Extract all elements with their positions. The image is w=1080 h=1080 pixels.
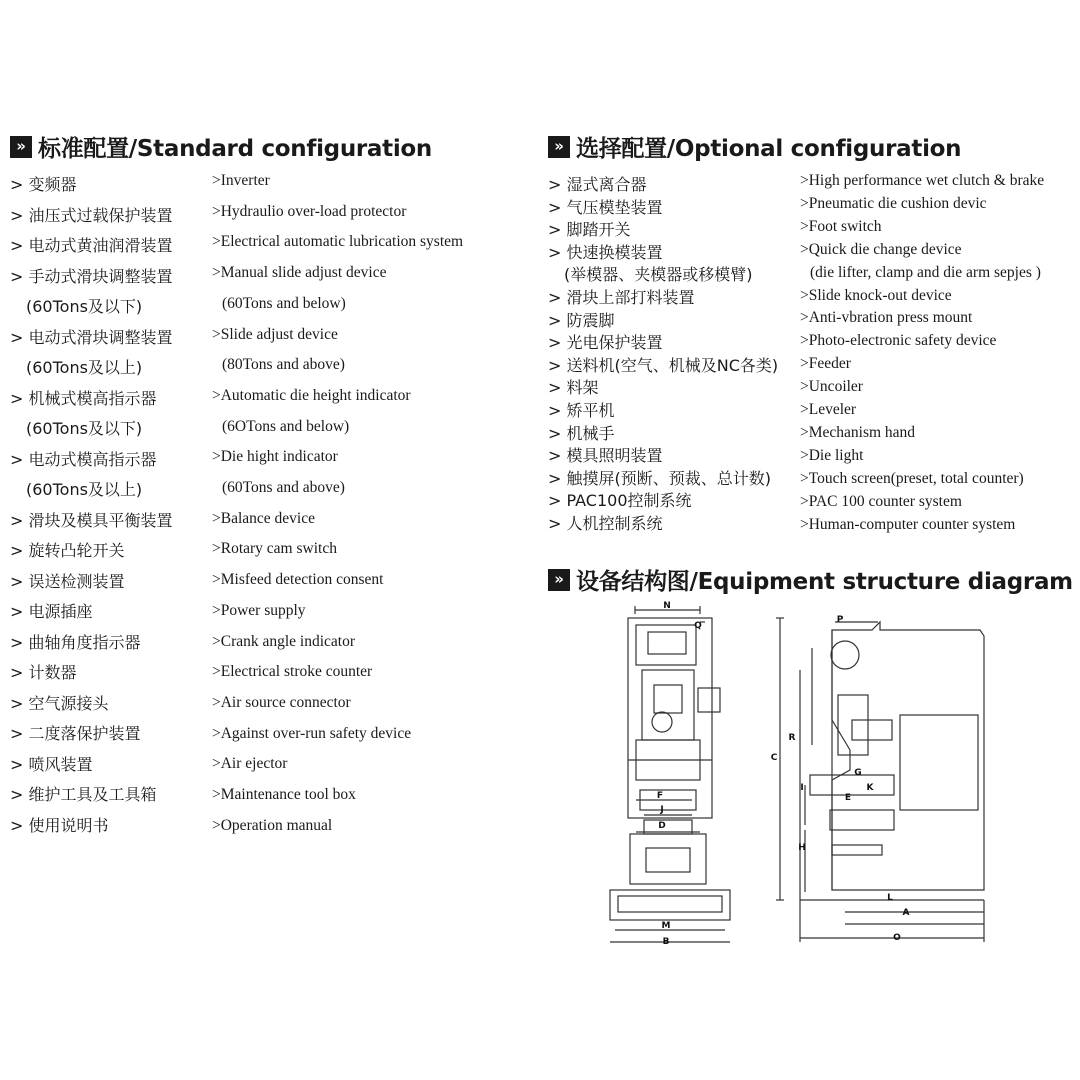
config-item: > 滑块及模具平衡装置 — [10, 510, 173, 530]
config-item: >Against over-run safety device — [212, 724, 412, 742]
config-item: >Misfeed detection consent — [212, 571, 384, 589]
config-item: (60Tons及以上) — [26, 358, 143, 377]
config-item: > 曲轴角度指示器 — [10, 632, 141, 652]
config-item: > 防震脚 — [548, 310, 615, 330]
config-item: (60Tons and below) — [222, 294, 346, 312]
config-item: > 电源插座 — [10, 602, 93, 621]
config-item: > 气压模垫装置 — [548, 197, 663, 217]
dimension-label: H — [798, 843, 806, 853]
standard-config-title: 标准配置/Standard configuration — [38, 136, 433, 162]
dimension-label: L — [887, 893, 893, 903]
config-item: > 空气源接头 — [10, 693, 109, 713]
config-item: >Uncoiler — [800, 378, 863, 396]
config-item: >Rotary cam switch — [212, 540, 337, 558]
config-item: > 电动式滑块调整装置 — [10, 327, 173, 347]
dimension-label: A — [902, 908, 910, 918]
config-item: > 脚踏开关 — [548, 220, 631, 240]
config-item: >Crank angle indicator — [212, 632, 356, 650]
dimension-label: B — [662, 937, 670, 947]
dimension-label: M — [661, 921, 671, 931]
config-item: > 矫平机 — [548, 401, 615, 420]
config-item: >Die light — [800, 446, 864, 464]
front-view-drawing — [610, 606, 730, 942]
config-item: (举模器、夹模器或移模臂) — [564, 265, 753, 285]
config-item: >Slide knock-out device — [800, 286, 952, 304]
config-item: (60Tons and above) — [222, 479, 345, 496]
diagram-heading — [548, 563, 1073, 596]
config-item: >Maintenance tool box — [212, 786, 356, 803]
config-item: > 电动式黄油润滑装置 — [10, 236, 173, 255]
config-item: > 变频器 — [10, 175, 77, 194]
config-item: >Power supply — [212, 601, 306, 619]
diagram-title: 设备结构图/Equipment structure diagram — [576, 569, 1073, 595]
double-chevron-right-icon: » — [548, 569, 570, 591]
dimension-label: F — [656, 791, 664, 801]
config-item: >Slide adjust device — [212, 325, 338, 343]
dimension-label: I — [800, 783, 804, 793]
optional-config-title: 选择配置/Optional configuration — [576, 136, 962, 162]
config-item: > 维护工具及工具箱 — [10, 785, 157, 804]
config-item: >Inverter — [212, 172, 270, 189]
config-item: > 使用说明书 — [10, 815, 109, 835]
config-item: > 机械手 — [548, 423, 615, 443]
side-view-drawing — [776, 618, 984, 942]
config-item: > 油压式过载保护装置 — [10, 205, 173, 225]
config-item: >Electrical automatic lubrication system — [212, 233, 464, 251]
config-item: >Foot switch — [800, 217, 882, 235]
config-item: > 光电保护装置 — [548, 333, 663, 353]
dimension-label: R — [788, 733, 796, 743]
double-chevron-right-icon: » — [10, 136, 32, 158]
config-item: (60Tons及以下) — [26, 419, 143, 438]
config-item: >Air source connector — [212, 693, 351, 711]
config-item: > 模具照明装置 — [548, 446, 663, 466]
config-item: >Human-computer counter system — [800, 515, 1016, 533]
dimension-label: N — [663, 601, 671, 611]
config-item: >Anti-vbration press mount — [800, 309, 973, 327]
config-item: > 触摸屏(预断、预裁、总计数) — [548, 468, 771, 488]
config-item: > 旋转凸轮开关 — [10, 541, 125, 560]
config-item: >Electrical stroke counter — [212, 663, 373, 681]
config-item: (die lifter, clamp and die arm sepjes ) — [810, 263, 1041, 281]
config-item: >Operation manual — [212, 816, 333, 834]
config-item: >Mechanism hand — [800, 423, 916, 441]
config-item: > 料架 — [548, 378, 599, 398]
config-item: >Feeder — [800, 355, 851, 373]
config-item: > 机械式模高指示器 — [10, 388, 157, 408]
config-item: >Touch screen(preset, total counter) — [800, 469, 1024, 487]
config-item: > 误送检测装置 — [10, 571, 125, 591]
config-item: > 滑块上部打料装置 — [548, 288, 695, 307]
equipment-structure-diagram — [600, 600, 1000, 960]
dimension-label: P — [836, 615, 844, 625]
config-item: >PAC 100 counter system — [800, 492, 962, 510]
config-item: > 手动式滑块调整装置 — [10, 266, 173, 286]
config-item: > 电动式模高指示器 — [10, 449, 157, 469]
config-item: >Air ejector — [212, 755, 288, 773]
config-item: > 二度落保护装置 — [10, 724, 141, 743]
config-item: >Die hight indicator — [212, 448, 338, 466]
dimension-label: J — [660, 805, 664, 815]
config-item: > 人机控制系统 — [548, 514, 663, 533]
double-chevron-right-icon: » — [548, 136, 570, 158]
config-item: (60Tons及以上) — [26, 480, 143, 499]
config-item: (6OTons and below) — [222, 417, 350, 435]
config-item: (80Tons and above) — [222, 356, 345, 374]
config-item: >Quick die change device — [800, 240, 962, 258]
config-item: >Automatic die height indicator — [212, 386, 411, 404]
dimension-label: C — [770, 753, 778, 763]
config-item: >Photo-electronic safety device — [800, 332, 997, 350]
config-item: >Manual slide adjust device — [212, 264, 387, 282]
standard-config-heading — [10, 130, 432, 163]
config-item: >Hydraulio over-load protector — [212, 202, 407, 220]
config-item: > 送料机(空气、机械及NC各类) — [548, 355, 779, 375]
config-item: >Pneumatic die cushion devic — [800, 194, 987, 212]
dimension-label: E — [844, 793, 852, 803]
dimension-label: G — [854, 768, 862, 778]
dimension-label: K — [866, 783, 874, 793]
config-item: >Leveler — [800, 401, 857, 418]
dimension-label: Q — [694, 621, 702, 631]
config-item: > 快速换模装置 — [548, 242, 663, 262]
dimension-label: O — [893, 933, 901, 943]
config-item: > PAC100控制系统 — [548, 491, 692, 511]
config-item: > 喷风装置 — [10, 754, 93, 774]
config-item: (60Tons及以下) — [26, 297, 143, 316]
optional-config-heading — [548, 130, 961, 163]
config-item: > 计数器 — [10, 663, 77, 682]
dimension-label: D — [658, 821, 666, 831]
config-item: >Balance device — [212, 509, 315, 527]
config-item: > 湿式离合器 — [548, 175, 647, 194]
config-item: >High performance wet clutch & brake — [800, 172, 1045, 189]
